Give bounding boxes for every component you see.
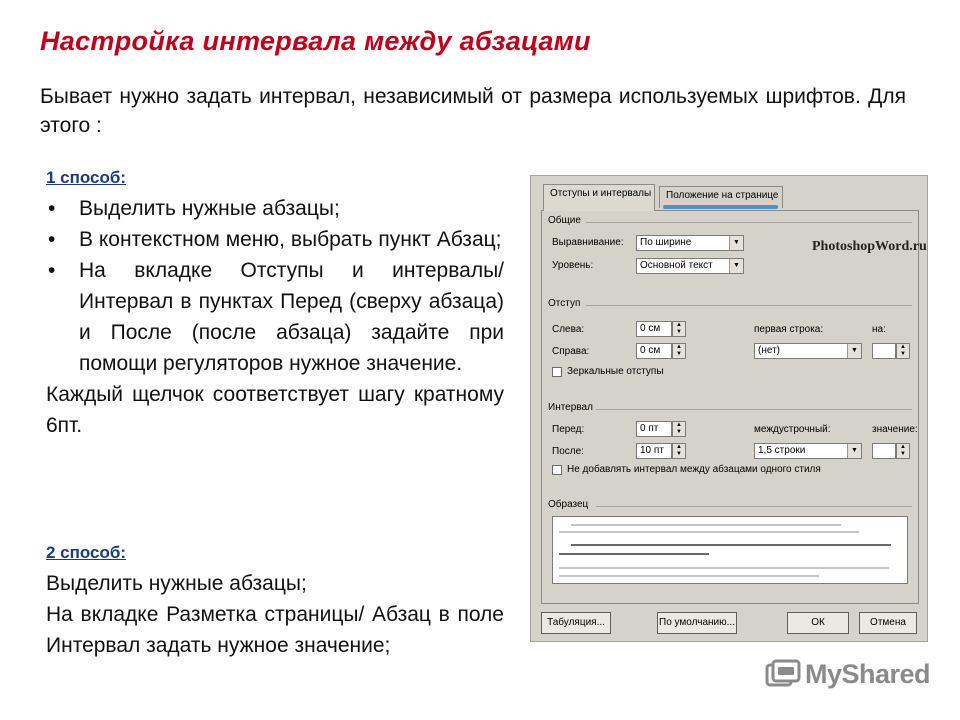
group-indent-label: Отступ [548,298,581,309]
left-indent-spinner[interactable]: ▲ ▼ [672,321,686,337]
method-1-note: Каждый щелчок соответствует шагу кратному 6пт. [46,383,504,437]
divider [596,409,912,410]
default-button[interactable]: По умолчанию... [657,612,737,634]
preview-line [571,544,891,546]
alignment-value: По ширине [640,237,692,248]
before-spinner[interactable]: ▲ ▼ [672,421,686,437]
watermark: PhotoshopWord.ru [812,239,927,254]
dialog-panel [541,210,927,604]
chevron-down-icon: ▼ [729,236,743,250]
divider [596,506,912,507]
first-line-select[interactable] [754,343,862,359]
line-spacing-select[interactable] [754,443,862,459]
preview-line [559,531,859,533]
divider [586,222,912,223]
logo-icon [765,659,801,691]
by-field[interactable] [872,343,896,359]
cancel-button[interactable]: Отмена [859,612,917,634]
method-2-label: 2 способ: [46,543,127,562]
line-spacing-value: 1,5 строки [758,445,806,456]
preview-line [559,567,889,569]
myshared-logo [765,657,929,693]
tab-indents-spacing[interactable]: Отступы и интервалы [543,184,655,211]
method-1-list [46,193,504,379]
group-spacing-label: Интервал [548,402,593,413]
chevron-down-icon: ▼ [729,259,743,273]
tab-page-position[interactable]: Положение на странице [659,186,783,208]
alignment-label: Выравнивание: [552,237,624,248]
no-add-spacing-label: Не добавлять интервал между абзацами одного стиля [567,464,821,475]
preview-line [571,524,841,526]
left-indent-label: Слева: [552,324,585,335]
right-indent-field[interactable]: 0 см [636,343,672,359]
method-2-line-1: Выделить нужные абзацы; [46,572,307,595]
list-item: • Выделить нужные абзацы; [46,193,504,224]
level-value: Основной текст [640,260,713,271]
after-spinner[interactable]: ▲ ▼ [672,443,686,459]
preview-box [552,516,908,584]
method-1-label: 1 способ: [46,168,127,187]
list-item: • На вкладке Отступы и интервалы/ Интервал в пунктах Перед (сверху абзаца) и После (после абзаца) задайте при помощи регуляторов нужное значение. [46,255,504,379]
value-label: значение: [872,424,918,435]
tab-highlight-blue [663,205,778,209]
group-general-label: Общие [548,215,581,226]
value-spinner[interactable]: ▲ ▼ [896,443,910,459]
after-label: После: [552,446,584,457]
first-line-value: (нет) [758,345,780,356]
right-indent-label: Справа: [552,346,590,357]
slide-title: Настройка интервала между абзацами [40,26,591,56]
before-field[interactable]: 0 пт [636,421,672,437]
left-indent-field[interactable]: 0 см [636,321,672,337]
tabs-button[interactable]: Табуляция... [541,612,611,634]
first-line-label: первая строка: [754,324,824,335]
list-item: • В контекстном меню, выбрать пункт Абзац; [46,224,504,255]
method-2-line-2: На вкладке Разметка страницы/ Абзац в поле Интервал задать нужное значение; [46,603,504,657]
after-field[interactable]: 10 пт [636,443,672,459]
no-add-spacing-checkbox[interactable] [552,465,562,475]
group-preview-label: Образец [548,499,589,510]
level-label: Уровень: [552,260,594,271]
by-label: на: [872,324,886,335]
chevron-down-icon: ▼ [847,444,861,458]
mirror-indents-checkbox[interactable] [552,367,562,377]
intro-text: Бывает нужно задать интервал, независимый от размера используемых шрифтов. Для этого : [40,85,906,137]
line-spacing-label: междустрочный: [754,424,831,435]
paragraph-dialog [530,175,928,642]
divider [586,305,912,306]
value-field[interactable] [872,443,896,459]
mirror-indents-label: Зеркальные отступы [567,366,664,377]
chevron-down-icon: ▼ [847,344,861,358]
by-spinner[interactable]: ▲ ▼ [896,343,910,359]
logo-text: MyShared [805,659,931,689]
preview-line [559,575,819,577]
before-label: Перед: [552,424,585,435]
method-1 [46,167,504,441]
ok-button[interactable]: ОК [787,612,849,634]
right-indent-spinner[interactable]: ▲ ▼ [672,343,686,359]
preview-line [559,553,709,555]
method-2 [46,542,504,661]
alignment-select[interactable] [636,235,744,251]
level-select[interactable] [636,258,744,274]
